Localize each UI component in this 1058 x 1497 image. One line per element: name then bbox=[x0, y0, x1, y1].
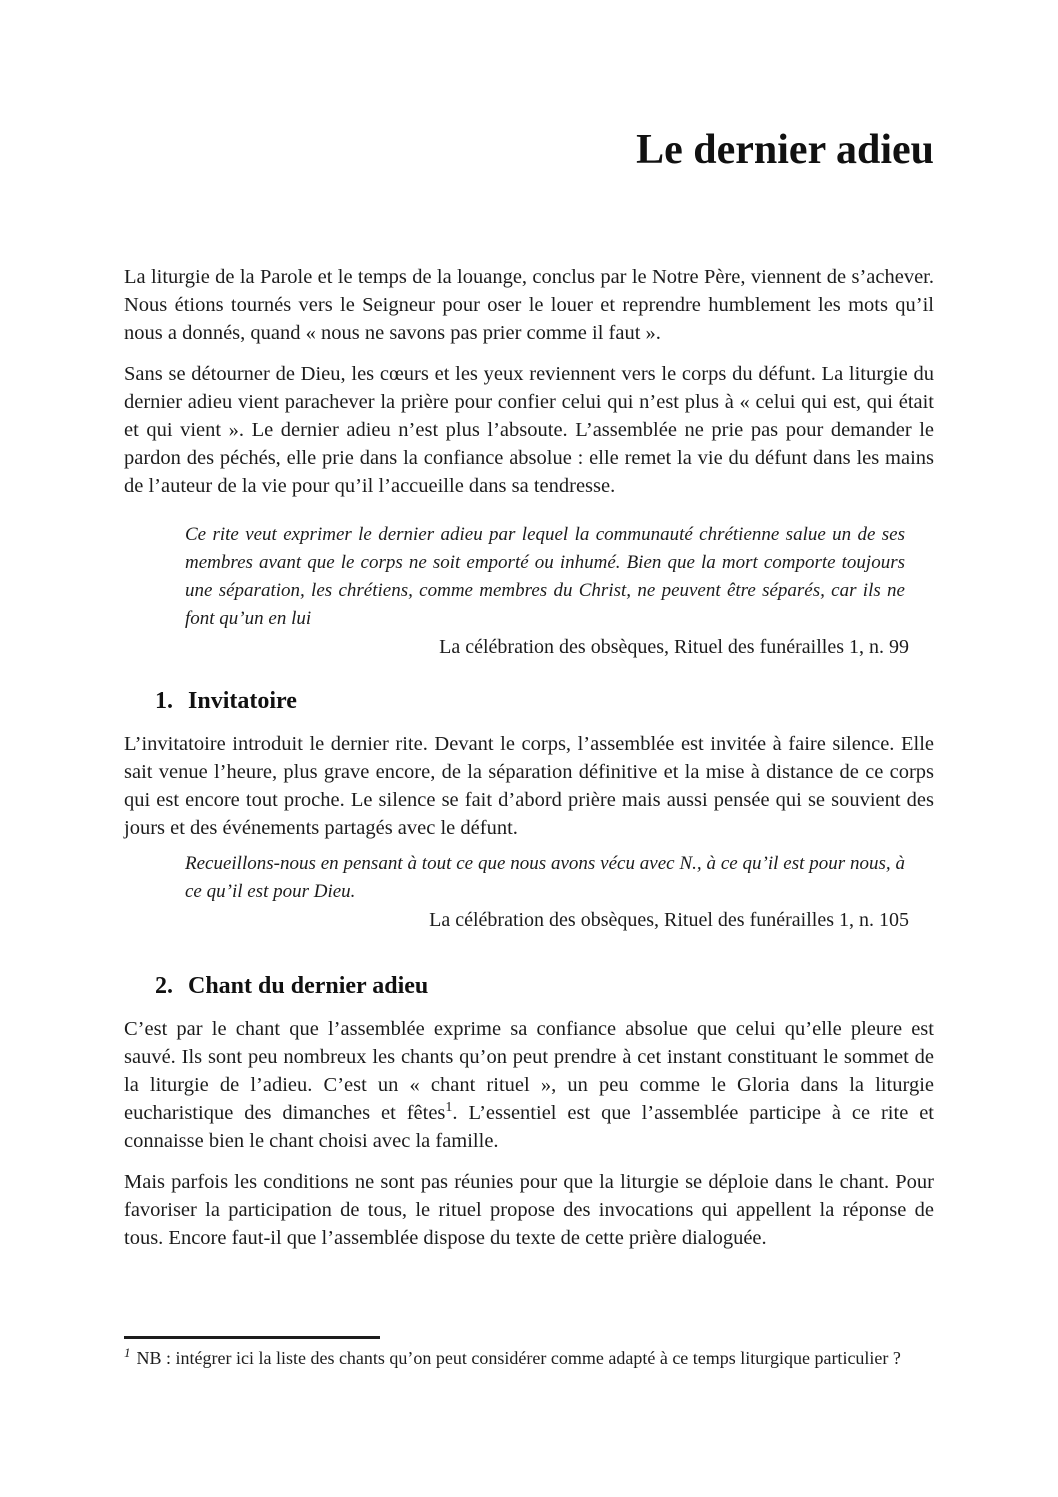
section-title-2: Chant du dernier adieu bbox=[188, 973, 429, 999]
chant-paragraph-2: Mais parfois les conditions ne sont pas réunies pour que la liturgie se déploie dans le chant. Pour favoriser la participation de tous, le rituel propose des invocations qui appellent la réponse de tous. Encore faut-il que l’assemblée dispose du texte de cette prière dialoguée. bbox=[124, 1171, 934, 1249]
quote-attribution-2: La célébration des obsèques, Rituel des funérailles 1, n. 105 bbox=[429, 909, 909, 931]
section-number-1: 1. bbox=[155, 688, 173, 714]
footnote-marker: 1 bbox=[124, 1345, 131, 1360]
footnote-area bbox=[124, 1336, 934, 1370]
chant-paragraph-1 bbox=[124, 1015, 934, 1155]
section-number-2: 2. bbox=[155, 973, 173, 999]
footnote-line bbox=[124, 1346, 934, 1370]
invitatoire-paragraph: L’invitatoire introduit le dernier rite. Devant le corps, l’assemblée est invitée à faire silence. Elle sait venue l’heure, plus grave encore, de la séparation définitive et la mise à distance de ce corps qui est encore tout proche. Le silence se fait d’abord prière mais aussi pensée qui se souvient des jours et des événements partagés avec le défunt. bbox=[124, 733, 934, 839]
intro-paragraph-1: La liturgie de la Parole et le temps de la louange, conclus par le Notre Père, viennent de s’achever. Nous étions tournés vers le Seigneur pour oser le louer et reprendre humblement les mots qu’il nous a donnés, quand « nous ne savons pas prier comme il faut ». bbox=[124, 266, 934, 344]
blockquote-rite: Ce rite veut exprimer le dernier adieu par lequel la communauté chrétienne salue un de ses membres avant que le corps ne soit emporté ou inhumé. Bien que la mort comporte toujours une séparation, les chrétiens, comme membres du Christ, ne peuvent être séparés, car ils ne font qu’un en lui bbox=[185, 524, 905, 629]
footnote-text: NB : intégrer ici la liste des chants qu’on peut considérer comme adapté à ce temps liturgique particulier ? bbox=[136, 1348, 901, 1368]
chant-paragraph-1-continuation: . L’essentiel est que l’assemblée participe à ce rite et connaisse bien le chant choisi avec la famille. bbox=[124, 1102, 934, 1152]
blockquote-recueillons: Recueillons-nous en pensant à tout ce que nous avons vécu avec N., à ce qu’il est pour nous, à ce qu’il est pour Dieu. bbox=[185, 853, 905, 902]
quote-attribution-1: La célébration des obsèques, Rituel des funérailles 1, n. 99 bbox=[439, 636, 909, 658]
footnote-separator-rule bbox=[124, 1336, 380, 1339]
section-title-1: Invitatoire bbox=[188, 688, 297, 714]
section-heading-chant bbox=[155, 970, 934, 1002]
footnote-reference: 1 bbox=[445, 1100, 453, 1116]
document-title: Le dernier adieu bbox=[636, 127, 934, 173]
section-heading-invitatoire bbox=[155, 685, 934, 717]
intro-paragraph-2: Sans se détourner de Dieu, les cœurs et les yeux reviennent vers le corps du défunt. La liturgie du dernier adieu vient parachever la prière pour confier celui qui n’est plus à « celui qui est, qui était et qui vient ». Le dernier adieu n’est plus l’absoute. L’assemblée ne prie pas pour demander le pardon des péchés, elle prie dans la confiance absolue : elle remet la vie du défunt dans les mains de l’auteur de la vie pour qu’il l’accueille dans sa tendresse. bbox=[124, 363, 934, 497]
chant-paragraph-1-text: C’est par le chant que l’assemblée exprime sa confiance absolue que celui qu’elle pleure est sauvé. Ils sont peu nombreux les chants qu’on peut prendre à cet instant constituant le sommet de la liturgie de l’adieu. C’est un « chant rituel », un peu comme le Gloria dans la liturgie eucharistique des dimanches et fêtes bbox=[124, 1018, 934, 1124]
